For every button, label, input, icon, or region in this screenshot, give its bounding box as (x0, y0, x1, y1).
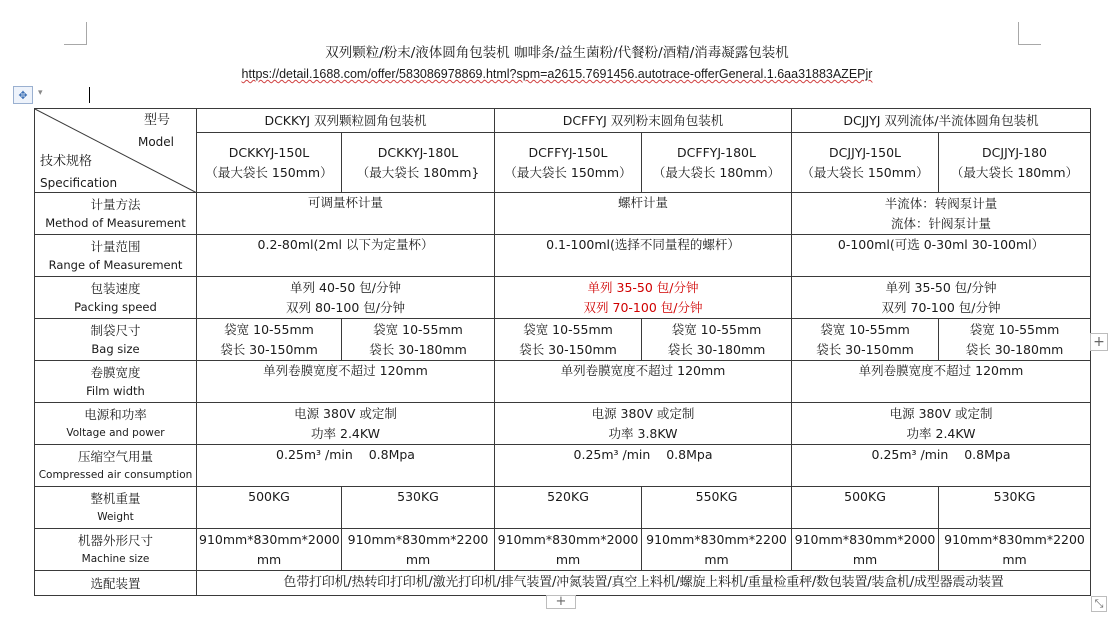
bag-length: 袋长 30-150mm (816, 341, 914, 357)
model-note: （最大袋长 150mm） (504, 164, 632, 180)
model-note: （最大袋长 150mm） (801, 164, 929, 180)
film-liquid: 单列卷膜宽度不超过 120mm (792, 361, 1091, 403)
size-cell: 910mm*830mm*2000 mm (495, 529, 642, 571)
speed-granule (197, 277, 495, 319)
power: 功率 3.8KW (608, 425, 678, 441)
weight-cell: 500KG (792, 487, 939, 529)
model-cell (642, 133, 792, 193)
air-liquid: 0.25m³ /min 0.8Mpa (792, 445, 1091, 487)
group-header-powder: DCFFYJ 双列粉末圆角包装机 (495, 109, 792, 133)
options-cell: 色带打印机/热转印打印机/激光打印机/排气装置/冲氮装置/真空上料机/螺旋上料机/重量检重秤/数包装置/装盒机/成型器震动装置 (197, 571, 1091, 596)
label-zh: 机器外形尺寸 (77, 533, 153, 548)
bag-cell (642, 319, 792, 361)
model-note: （最大袋长 180mm} (356, 164, 480, 180)
model-name: DCFFYJ-180L (677, 144, 756, 160)
speed-single: 单列 35-50 包/分钟 (885, 279, 997, 295)
power-powder (495, 403, 792, 445)
row-label-options (35, 571, 197, 596)
label-zh: 计量方法 (90, 197, 141, 212)
bag-length: 袋长 30-150mm (519, 341, 617, 357)
add-column-button[interactable]: + (1090, 333, 1108, 351)
spec-label-en: Specification (40, 176, 118, 190)
film-granule: 单列卷膜宽度不超过 120mm (197, 361, 495, 403)
bag-length: 袋长 30-180mm (965, 341, 1064, 357)
label-en: Voltage and power (66, 427, 165, 439)
bag-width: 袋宽 10-55mm (969, 321, 1060, 337)
range-granule: 0.2-80ml(2ml 以下为定量杯） (197, 235, 495, 277)
group-header-liquid: DCJJYJ 双列流体/半流体圆角包装机 (792, 109, 1091, 133)
method-liquid (792, 193, 1091, 235)
bag-width: 袋宽 10-55mm (373, 321, 463, 337)
label-zh: 卷膜宽度 (90, 365, 141, 380)
row-label-film (35, 361, 197, 403)
model-note: （最大袋长 180mm） (950, 164, 1079, 180)
label-zh: 选配装置 (90, 575, 141, 591)
power: 功率 2.4KW (311, 425, 380, 441)
model-cell (495, 133, 642, 193)
model-label-zh: 型号 (143, 113, 170, 128)
chevron-down-icon[interactable]: ▾ (38, 88, 43, 98)
speed-double: 双列 70-100 包/分钟 (881, 299, 1001, 315)
bag-width: 袋宽 10-55mm (523, 321, 613, 337)
bag-length: 袋长 30-180mm (369, 341, 467, 357)
model-cell (342, 133, 495, 193)
label-zh: 电源和功率 (84, 407, 147, 422)
bag-length: 袋长 30-150mm (220, 341, 318, 357)
page-margin-corner-left (64, 22, 87, 45)
label-en: Weight (97, 511, 134, 523)
size-cell: 910mm*830mm*2200 mm (939, 529, 1091, 571)
model-cell (792, 133, 939, 193)
size-cell: 910mm*830mm*2200 mm (342, 529, 495, 571)
film-powder: 单列卷膜宽度不超过 120mm (495, 361, 792, 403)
label-zh: 整机重量 (90, 491, 141, 506)
row-label-range (35, 235, 197, 277)
header-diagonal-cell (35, 109, 197, 193)
document-title: 双列颗粒/粉末/液体圆角包装机 咖啡条/益生菌粉/代餐粉/酒精/消毒凝露包装机 (325, 45, 789, 61)
bag-cell (197, 319, 342, 361)
model-note: （最大袋长 150mm） (205, 164, 333, 180)
group-header-granule: DCKKYJ 双列颗粒圆角包装机 (197, 109, 495, 133)
bag-cell (792, 319, 939, 361)
weight-cell: 550KG (642, 487, 792, 529)
model-name: DCJJYJ-150L (829, 144, 901, 160)
method-fluid: 流体：针阀泵计量 (891, 215, 992, 231)
voltage: 电源 380V 或定制 (889, 405, 993, 421)
model-name: DCFFYJ-150L (528, 144, 608, 160)
speed-double: 双列 80-100 包/分钟 (286, 299, 405, 315)
power: 功率 2.4KW (906, 425, 976, 441)
label-en: Bag size (91, 342, 140, 356)
text-cursor (89, 87, 90, 103)
page-margin-corner-right (1018, 22, 1041, 45)
method-granule: 可调量杯计量 (197, 193, 495, 235)
voltage: 电源 380V 或定制 (294, 405, 397, 421)
row-label-size (35, 529, 197, 571)
bag-cell (495, 319, 642, 361)
speed-powder (495, 277, 792, 319)
spec-label-zh: 技术规格 (40, 154, 93, 169)
row-label-bag (35, 319, 197, 361)
label-en: Method of Measurement (45, 216, 186, 230)
label-en: Range of Measurement (48, 258, 183, 272)
label-zh: 制袋尺寸 (90, 323, 141, 338)
power-granule (197, 403, 495, 445)
add-row-button[interactable]: + (546, 595, 576, 609)
bag-length: 袋长 30-180mm (667, 341, 766, 357)
model-cell (197, 133, 342, 193)
row-label-weight (35, 487, 197, 529)
label-en: Machine size (81, 553, 150, 565)
model-note: （最大袋长 180mm） (652, 164, 781, 180)
range-powder: 0.1-100ml(选择不同量程的螺杆） (495, 235, 792, 277)
bag-width: 袋宽 10-55mm (224, 321, 314, 337)
speed-liquid (792, 277, 1091, 319)
size-cell: 910mm*830mm*2000 mm (197, 529, 342, 571)
url-text: https://detail.1688.com/offer/583086978869.html?spm=a2615.7691456.autotrace-offerGeneral.1.6aa31883AZEPjr (241, 67, 873, 81)
bag-cell (342, 319, 495, 361)
weight-cell: 530KG (939, 487, 1091, 529)
label-en: Compressed air consumption (38, 469, 193, 481)
weight-cell: 500KG (197, 487, 342, 529)
speed-single: 单列 35-50 包/分钟 (587, 279, 699, 295)
size-cell: 910mm*830mm*2000 mm (792, 529, 939, 571)
speed-double: 双列 70-100 包/分钟 (583, 299, 703, 315)
label-en: Packing speed (74, 300, 157, 314)
label-zh: 压缩空气用量 (77, 449, 153, 464)
air-granule: 0.25m³ /min 0.8Mpa (197, 445, 495, 487)
bag-width: 袋宽 10-55mm (820, 321, 910, 337)
bag-cell (939, 319, 1091, 361)
resize-icon[interactable]: ⤡ (1091, 596, 1107, 612)
method-powder: 螺杆计量 (495, 193, 792, 235)
document-url (0, 66, 1114, 82)
speed-single: 单列 40-50 包/分钟 (290, 279, 401, 295)
model-name: DCKKYJ-150L (228, 144, 310, 160)
size-cell: 910mm*830mm*2200 mm (642, 529, 792, 571)
model-name: DCJJYJ-180 (982, 144, 1048, 160)
row-label-power (35, 403, 197, 445)
air-powder: 0.25m³ /min 0.8Mpa (495, 445, 792, 487)
range-liquid: 0-100ml(可选 0-30ml 30-100ml） (792, 235, 1091, 277)
row-label-speed (35, 277, 197, 319)
table-move-handle-icon[interactable]: ✥ (13, 86, 33, 104)
label-zh: 计量范围 (90, 239, 141, 254)
model-label-en: Model (137, 135, 174, 149)
label-en: Film width (86, 384, 145, 398)
model-name: DCKKYJ-180L (377, 144, 459, 160)
row-label-method (35, 193, 197, 235)
model-cell (939, 133, 1091, 193)
label-zh: 包装速度 (90, 281, 141, 296)
weight-cell: 520KG (495, 487, 642, 529)
bag-width: 袋宽 10-55mm (671, 321, 762, 337)
method-semi-liquid: 半流体：转阀泵计量 (884, 195, 998, 211)
voltage: 电源 380V 或定制 (591, 405, 695, 421)
spec-table (34, 108, 1091, 596)
power-liquid (792, 403, 1091, 445)
row-label-air (35, 445, 197, 487)
weight-cell: 530KG (342, 487, 495, 529)
